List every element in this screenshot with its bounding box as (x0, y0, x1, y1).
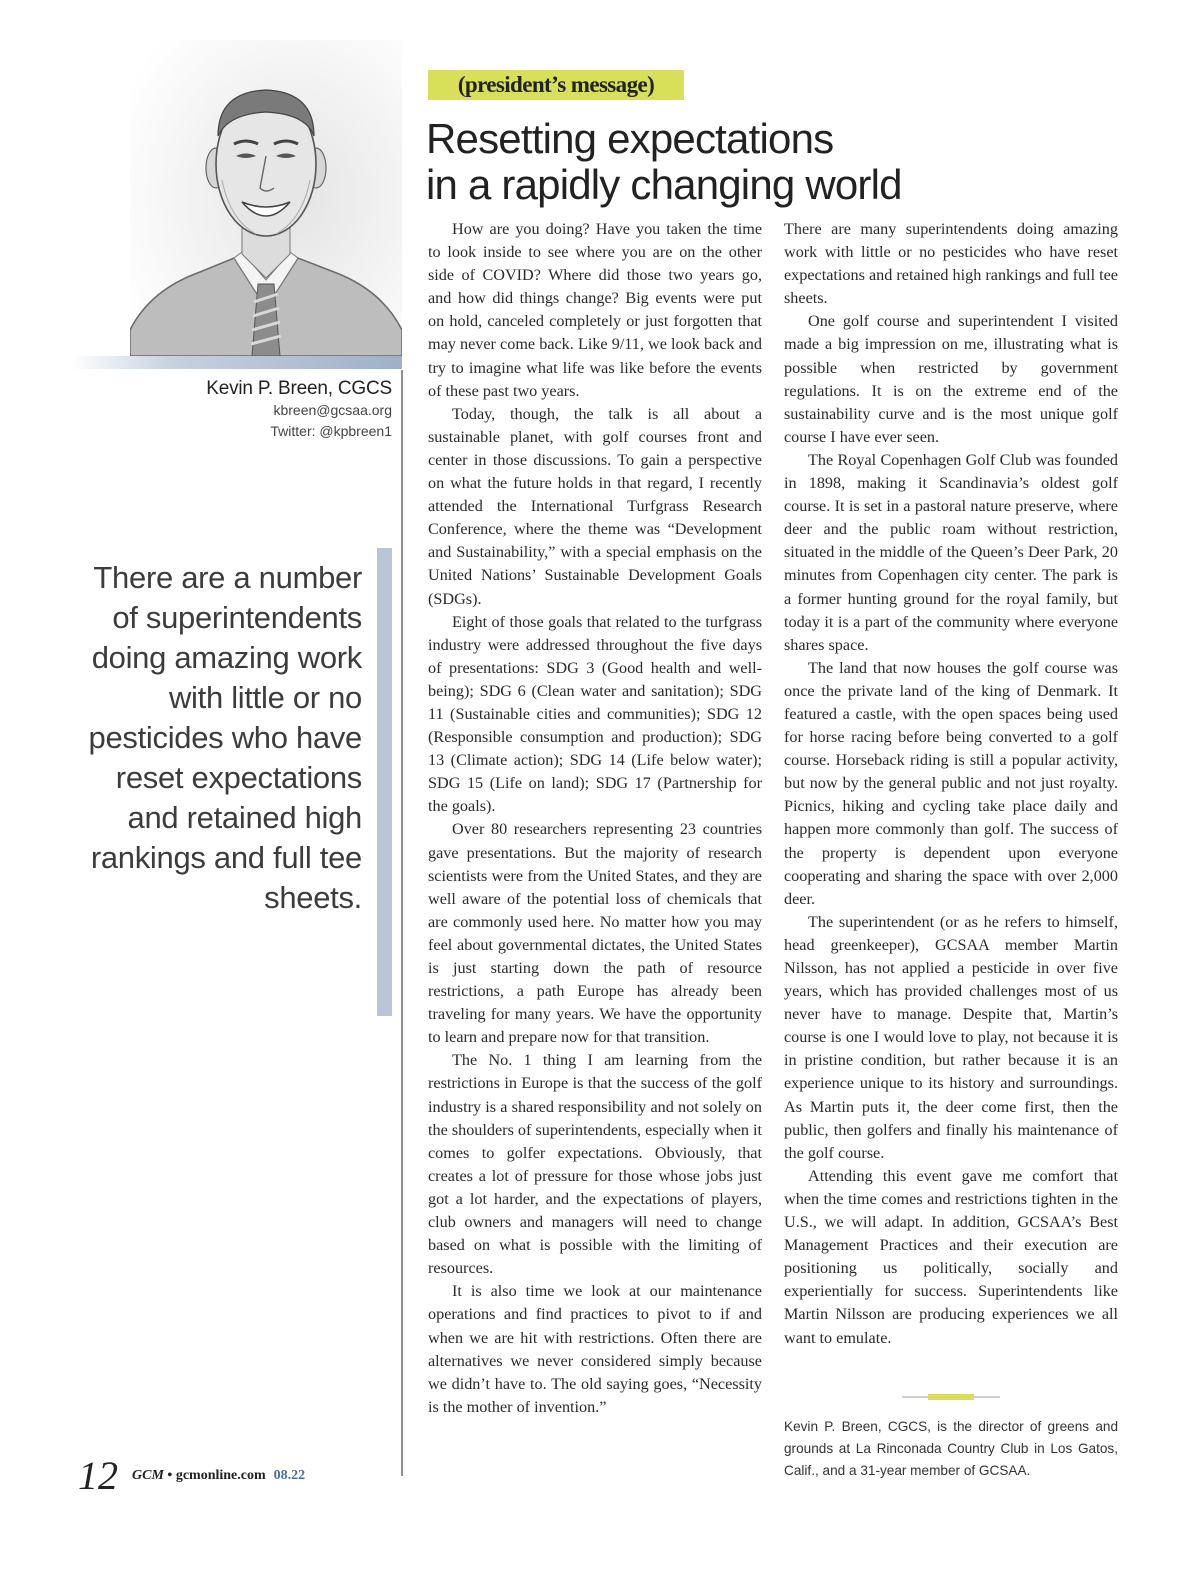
body-column-1 (428, 218, 762, 1419)
page-number: 12 (78, 1453, 118, 1498)
end-of-article-rule (902, 1396, 1000, 1398)
author-email: kbreen@gcsaa.org (273, 402, 392, 418)
author-twitter: Twitter: @kpbreen1 (270, 423, 392, 439)
pull-quote-bar (377, 548, 392, 1016)
column-divider (401, 370, 403, 1476)
footer-separator: • (167, 1467, 173, 1483)
portrait-accent-bar (70, 356, 402, 369)
paragraph: How are you doing? Have you taken the time to look inside to see where you are on the other side of COVID? Where did those two years go, and how did things change? Big events were put on hold, canceled completely or just forgotten that may never come back. Like 9/11, we look back and try to imagine what life was like before the events of these past two years. (428, 220, 762, 400)
paragraph: Attending this event gave me comfort that when the time comes and restrictions tighten in the U.S., we will adapt. In addition, GCSAA’s Best Management Practices and their execution are positioning us politically, socially and experientially for success. Superintendents like Martin Nilsson are producing experiences we all want to emulate. (784, 1166, 1118, 1347)
site-name: gcmonline.com (175, 1467, 266, 1483)
page-footer (78, 1452, 305, 1499)
headline (426, 116, 1166, 208)
author-name: Kevin P. Breen, CGCS (206, 378, 392, 399)
magazine-name: GCM (132, 1467, 164, 1483)
section-label: (president’s message) (428, 70, 684, 100)
paragraph: Eight of those goals that related to the turfgrass industry were addressed throughout the five days of presentations: SDG 3 (Good health and well-being); SDG 6 (Clean water and sanitation); SDG 11 (Sustainable cities and communities); SDG 12 (Responsible consumption and production); SDG 13 (Climate action); SDG 14 (Life below water); SDG 15 (Life on land); SDG 17 (Partnership for the goals). (428, 612, 762, 816)
author-byline (206, 378, 392, 442)
paragraph: The land that now houses the golf course was once the private land of the king of Denmark. It featured a castle, with the open spaces being used for horse racing before being converted to a golf course. Horseback riding is still a popular activity, but now by the general public and not just royalty. Picnics, hiking and cycling take place daily and happen more commonly than golf. The success of the property is dependent upon everyone cooperating and sharing the space with over 2,000 deer. (784, 658, 1118, 908)
paragraph: The Royal Copenhagen Golf Club was founded in 1898, making it Scandinavia’s oldest golf course. It is set in a pastoral nature preserve, where deer and the public roam without restriction, situated in the middle of the Queen’s Deer Park, 20 minutes from Copenhagen city center. The park is a former hunting ground for the royal family, but today it is a part of the community where everyone shares space. (784, 450, 1118, 654)
paragraph: Today, though, the talk is all about a sustainable planet, with golf courses front and center in those discussions. To gain a perspective on what the future holds in that regard, I recently attended the International Turfgrass Research Conference, where the theme was “Development and Sustainability,” with a special emphasis on the United Nations’ Sustainable Development Goals (SDGs). (428, 404, 762, 608)
paragraph: There are many superintendents doing amazing work with little or no pesticides who have reset expectations and retained high rankings and full tee sheets. (784, 220, 1118, 308)
body-column-2 (784, 218, 1118, 1350)
pull-quote: There are a number of superintendents doing amazing work with little or no pesticides who have reset expectations and retained high rankings and full tee sheets. (88, 560, 362, 915)
end-rule-accent (928, 1394, 974, 1400)
paragraph: It is also time we look at our maintenance operations and find practices to pivot to if and when we are hit with restrictions. Often there are alternatives we never considered simply because we didn’t have to. The old saying goes, “Necessity is the mother of invention.” (428, 1282, 762, 1416)
paragraph: One golf course and superintendent I visited made a big impression on me, illustrating what is possible when restricted by government regulations. It is on the extreme end of the sustainability curve and is the most unique golf course I have ever seen. (784, 312, 1118, 446)
paragraph: The superintendent (or as he refers to himself, head greenkeeper), GCSAA member Martin Nilsson, has not applied a pesticide in over five years, which has provided challenges most of us never have to manage. Despite that, Martin’s course is one I would love to play, not because it is in pristine condition, but rather because it is an experience unique to its history and surroundings. As Martin puts it, the deer come first, then the public, then golfers and finally his maintenance of the golf course. (784, 912, 1118, 1162)
author-portrait (130, 40, 402, 356)
headline-line-2: in a rapidly changing world (426, 161, 902, 208)
author-bio: Kevin P. Breen, CGCS, is the director of greens and grounds at La Rinconada Country Club in Los Gatos, Calif., and a 31-year member of GCSAA. (784, 1419, 1118, 1478)
paragraph: Over 80 researchers representing 23 countries gave presentations. But the majority of research scientists were from the United States, and they are well aware of the potential loss of chemicals that are commonly used here. No matter how you may feel about governmental dictates, the United States is just starting down the path of resource restrictions, a path Europe has already been traveling for many years. We have the opportunity to learn and prepare now for that transition. (428, 820, 762, 1047)
publication-line (132, 1468, 266, 1483)
paragraph: The No. 1 thing I am learning from the restrictions in Europe is that the success of the golf industry is a shared responsibility and not solely on the shoulders of superintendents, especially when it comes to golfer expectations. Obviously, that creates a lot of pressure for those whose jobs just got a lot harder, and the expectations of players, club owners and managers will need to change based on what is possible with the limiting of resources. (428, 1051, 763, 1278)
headline-line-1: Resetting expectations (426, 115, 834, 162)
issue-date: 08.22 (273, 1467, 306, 1483)
